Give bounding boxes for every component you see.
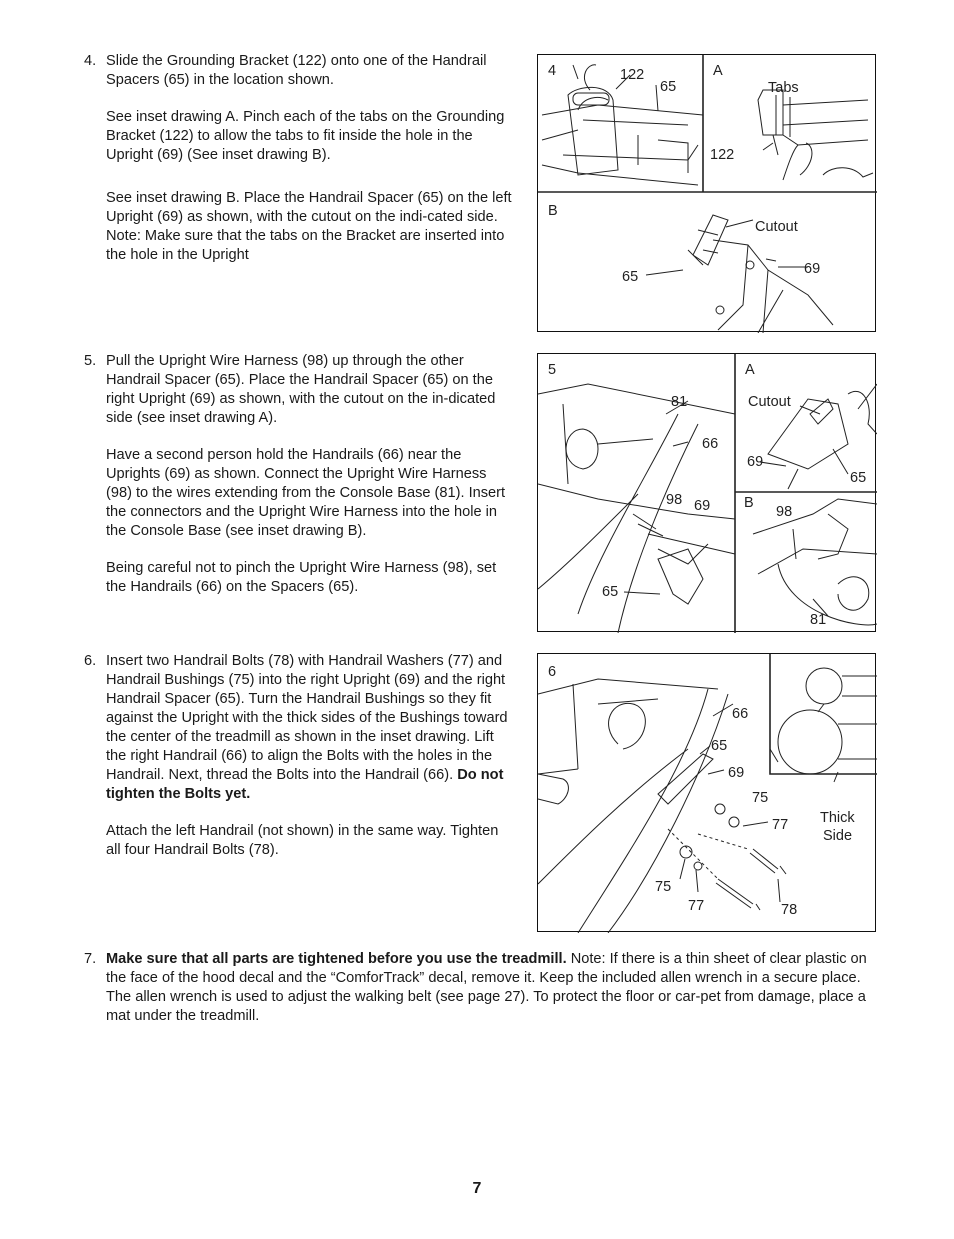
inset-b-callout-69: 69 <box>804 261 821 277</box>
step-6-warning: Do not tighten the Bolts yet. <box>106 767 504 802</box>
callout-65: 65 <box>660 79 677 95</box>
inset-b-label: B <box>744 495 754 511</box>
figure-step-label: 5 <box>548 362 557 378</box>
step-6 <box>84 652 514 860</box>
callout-65: 65 <box>602 584 619 600</box>
step-6-paragraph-1 <box>106 652 514 804</box>
figure-6-labels <box>538 654 877 933</box>
callout-69: 69 <box>728 765 745 781</box>
step-4-paragraph-2: See inset drawing A. Pinch each of the tabs on the Grounding Bracket (122) to allow the tabs to fit inside the hole in the Upright (69) (See inset drawing B). <box>106 109 505 163</box>
figure-step-6 <box>537 653 876 932</box>
callout-cutout: Cutout <box>748 394 791 410</box>
callout-66: 66 <box>702 436 719 452</box>
figure-5-labels <box>538 354 877 633</box>
step-4 <box>84 52 514 265</box>
callout-122: 122 <box>620 67 645 83</box>
inset-a-label: A <box>713 63 723 79</box>
step-4-paragraph-3: See inset drawing B. Place the Handrail Spacer (65) on the left Upright (69) as shown, with the cutout on the indi-cated side. Note: Make sure that the tabs on the Bracket are inserted into the hole in the Upright <box>106 190 512 263</box>
callout-75-lower: 75 <box>655 879 672 895</box>
inset-a-callout-65: 65 <box>850 470 867 486</box>
inset-b-label: B <box>548 203 558 219</box>
step-6-paragraph-2: Attach the left Handrail (not shown) in the same way. Tighten all four Handrail Bolts (78). <box>106 823 499 858</box>
step-7-text: Note: If there is a thin sheet of clear plastic on the face of the hood decal and the “ComforTrack” decal, remove it. Keep the included allen wrench in a secure place. The allen wrench is used to adjust the walking belt (see page 27). To protect the floor or car-pet from damage, place a mat under the treadmill. <box>106 951 867 1024</box>
step-7-warning: Make sure that all parts are tightened before you use the treadmill. <box>106 951 567 967</box>
inset-b-callout-65: 65 <box>622 269 639 285</box>
callout-cutout: Cutout <box>755 219 798 235</box>
step-number: 6. <box>84 653 97 669</box>
figure-4-labels <box>538 55 877 333</box>
step-4-paragraph-1: Slide the Grounding Bracket (122) onto one of the Handrail Spacers (65) in the location shown. <box>106 53 487 88</box>
callout-98: 98 <box>666 492 683 508</box>
inset-a-label: A <box>745 362 755 378</box>
callout-77-lower: 77 <box>688 898 705 914</box>
step-number: 7. <box>84 951 97 967</box>
step-5-paragraph-3: Being careful not to pinch the Upright Wire Harness (98), set the Handrails (66) on the Spacers (65). <box>106 560 497 595</box>
inset-a-callout-122: 122 <box>710 147 735 163</box>
step-7 <box>84 950 884 1026</box>
callout-tabs: Tabs <box>768 80 799 96</box>
page-number: 7 <box>472 1180 482 1197</box>
step-6-text: Insert two Handrail Bolts (78) with Handrail Washers (77) and Handrail Bushings (75) into the right Upright (69) and the right Handrail Spacer (65). Turn the Handrail Bushings so they fit against the Upright with the thick sides of the Bushings toward the center of the treadmill as shown in the inset drawing. Lift the right Handrail (66) to align the Bolts with the holes in the Handrail. Next, thread the Bolts into the Handrail (66). <box>106 653 508 783</box>
callout-77: 77 <box>772 817 789 833</box>
step-number: 4. <box>84 53 97 69</box>
figure-step-4 <box>537 54 876 332</box>
callout-78: 78 <box>781 902 798 918</box>
step-5-paragraph-2: Have a second person hold the Handrails (66) near the Uprights (69) as shown. Connect the Upright Wire Harness (98) to the wires extending from the Console Base (81). Insert the connectors and the Upright Wire Harness into the hole in the Console Base (see inset drawing B). <box>106 447 506 539</box>
figure-step-label: 4 <box>548 63 557 79</box>
step-number: 5. <box>84 353 97 369</box>
step-5-paragraph-1: Pull the Upright Wire Harness (98) up through the other Handrail Spacer (65). Place the Handrail Spacer (65) on the right Upright (69) as shown, with the cutout on the in-dicated side (see inset drawing A). <box>106 353 496 426</box>
inset-b-callout-81: 81 <box>810 612 827 628</box>
callout-65: 65 <box>711 738 728 754</box>
inset-b-callout-98: 98 <box>776 504 793 520</box>
callout-thick: Thick <box>820 810 855 826</box>
figure-step-5 <box>537 353 876 632</box>
callout-66: 66 <box>732 706 749 722</box>
callout-side: Side <box>823 828 853 844</box>
callout-69: 69 <box>694 498 711 514</box>
step-5 <box>84 352 514 597</box>
inset-a-callout-69: 69 <box>747 454 764 470</box>
figure-step-label: 6 <box>548 664 557 680</box>
step-7-paragraph <box>106 950 884 1026</box>
callout-81: 81 <box>671 394 688 410</box>
callout-75: 75 <box>752 790 769 806</box>
